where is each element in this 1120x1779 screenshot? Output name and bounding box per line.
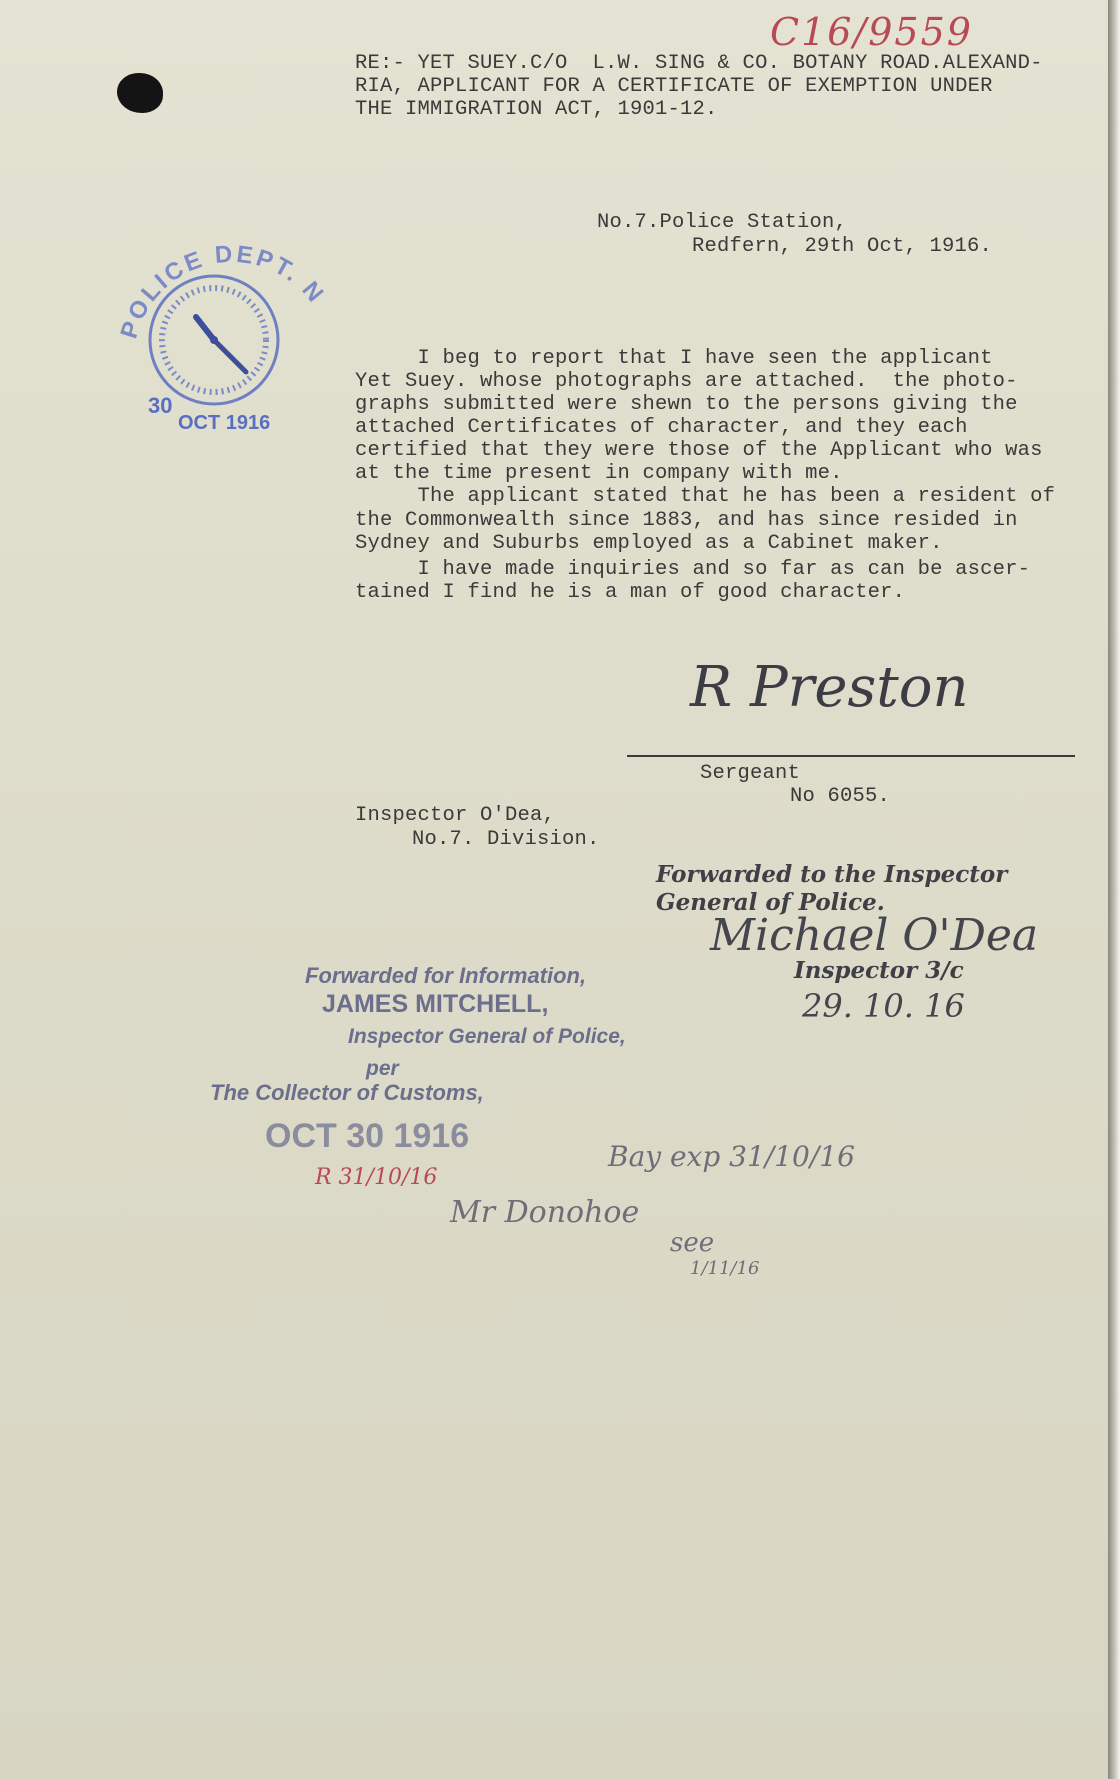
mitchell-date: OCT 30 1916 [265, 1117, 470, 1155]
sergeant-rank: Sergeant [700, 762, 801, 785]
forward-inspector-line-2: General of Police. [656, 889, 885, 916]
mitchell-line-4: per [366, 1057, 399, 1080]
station-line-2: Redfern, 29th Oct, 1916. [692, 235, 993, 258]
stamp-month-year: OCT 1916 [178, 412, 271, 434]
stamp-arc-text: POLICE DEPT. N [118, 240, 331, 342]
header-line-1: RE:- YET SUEY.C/O L.W. SING & CO. BOTANY ROAD.ALEXAND- [355, 52, 1043, 75]
handwritten-note-1: Bay exp 31/10/16 [608, 1140, 855, 1173]
body-line-4: attached Certificates of character, and they each [355, 416, 968, 439]
file-number: C16/9559 [770, 10, 973, 54]
header-line-3: THE IMMIGRATION ACT, 1901-12. [355, 98, 718, 121]
signature-line [627, 755, 1075, 757]
police-dept-stamp [118, 235, 348, 450]
body-line-3: graphs submitted were shewn to the persons giving the [355, 393, 1018, 416]
sergeant-signature: R Preston [690, 655, 969, 720]
body-line-6: at the time present in company with me. [355, 462, 843, 485]
inspector-date: 29. 10. 16 [802, 987, 965, 1025]
sergeant-number: No 6055. [790, 785, 891, 808]
page-edge [1108, 0, 1120, 1779]
body-line-1: I beg to report that I have seen the applicant [355, 347, 993, 370]
mitchell-line-2: JAMES MITCHELL, [322, 990, 549, 1018]
mitchell-line-3: Inspector General of Police, [348, 1025, 626, 1048]
handwritten-note-4: 1/11/16 [690, 1258, 760, 1279]
body-line-8: the Commonwealth since 1883, and has since resided in [355, 509, 1018, 532]
mitchell-line-5: The Collector of Customs, [210, 1080, 484, 1105]
inspector-signature: Michael O'Dea [710, 910, 1039, 961]
addressee-line-2: No.7. Division. [412, 828, 600, 851]
body-line-10: I have made inquiries and so far as can be ascer- [355, 558, 1031, 581]
body-line-7: The applicant stated that he has been a resident of [355, 485, 1056, 508]
addressee-line-1: Inspector O'Dea, [355, 804, 556, 827]
red-initials: R 31/10/16 [315, 1165, 438, 1190]
mitchell-line-1: Forwarded for Information, [305, 963, 587, 988]
forward-inspector-line-1: Forwarded to the Inspector [656, 861, 1008, 888]
handwritten-note-3: see [670, 1228, 715, 1258]
body-line-9: Sydney and Suburbs employed as a Cabinet maker. [355, 532, 943, 555]
body-line-2: Yet Suey. whose photographs are attached. the photo- [355, 370, 1018, 393]
handwritten-note-2: Mr Donohoe [450, 1195, 640, 1230]
inspector-title: Inspector 3/c [794, 957, 964, 984]
body-line-5: certified that they were those of the Applicant who was [355, 439, 1043, 462]
body-line-11: tained I find he is a man of good character. [355, 581, 906, 604]
station-line-1: No.7.Police Station, [597, 211, 848, 234]
stamp-day: 30 [148, 393, 173, 418]
ink-blot [117, 73, 163, 113]
stamp-graphic [118, 235, 348, 450]
header-line-2: RIA, APPLICANT FOR A CERTIFICATE OF EXEMPTION UNDER [355, 75, 993, 98]
